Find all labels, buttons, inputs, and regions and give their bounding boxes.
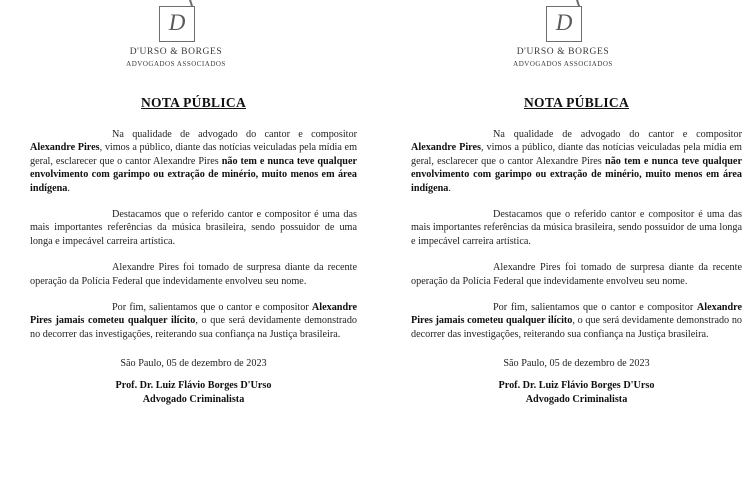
logo-letter: D — [555, 10, 573, 35]
firm-name: D'URSO & BORGES — [129, 47, 223, 57]
p4-text-c: , o que será devidamente demonstrado no decorrer das investigações, reiterando sua confiança na Justiça brasileira. — [411, 315, 743, 340]
p1-bold-name: Alexandre Pires — [30, 142, 100, 154]
p4-text-c: , o que será devidamente demonstrado no decorrer das investigações, reiterando sua confiança na Justiça brasileira. — [30, 315, 358, 340]
firm-subtitle: ADVOGADOS ASSOCIADOS — [513, 60, 613, 68]
paragraph-1 — [30, 128, 357, 195]
p4-bold-statement: Alexandre Pires jamais cometeu qualquer ilícito — [411, 302, 742, 327]
p1-text-c: , vimos a público, diante das notícias veiculadas pela mídia em geral, esclarecer que o cantor Alexandre Pires — [411, 142, 742, 167]
p1-bold-name: Alexandre Pires — [411, 142, 481, 154]
p1-bold-statement: não tem e nunca teve qualquer envolvimento com garimpo ou extração de minério, muito menos em área indígena — [411, 155, 742, 194]
p4-text-a: Por fim, salientamos que o cantor e compositor — [493, 302, 697, 314]
document-title: NOTA PÚBLICA — [524, 95, 629, 110]
p1-text-a: Na qualidade de advogado do cantor e compositor — [112, 129, 357, 140]
logo-monogram-icon — [546, 6, 582, 42]
document-title: NOTA PÚBLICA — [141, 95, 246, 110]
document-date: São Paulo, 05 de dezembro de 2023 — [120, 358, 267, 370]
signer-name: Prof. Dr. Luiz Flávio Borges D'Urso — [115, 380, 272, 392]
document-date: São Paulo, 05 de dezembro de 2023 — [503, 358, 650, 370]
firm-subtitle: ADVOGADOS ASSOCIADOS — [126, 60, 226, 68]
signer-role: Advogado Criminalista — [142, 394, 245, 406]
p1-text-e: . — [67, 182, 70, 194]
signer-role: Advogado Criminalista — [525, 394, 628, 406]
paragraph-2: Destacamos que o referido cantor e compositor é uma das mais importantes referências da música brasileira, sendo possuidor de uma longa e impecável carreira artística. — [30, 209, 357, 247]
document-page-right — [375, 0, 750, 500]
firm-logo — [30, 0, 357, 80]
paragraph-1 — [411, 128, 742, 195]
firm-logo — [411, 0, 742, 80]
signer-name: Prof. Dr. Luiz Flávio Borges D'Urso — [498, 380, 655, 392]
p1-text-a: Na qualidade de advogado do cantor e compositor — [493, 129, 742, 140]
logo-monogram-icon — [159, 6, 195, 42]
p1-text-c: , vimos a público, diante das notícias veiculadas pela mídia em geral, esclarecer que o cantor Alexandre Pires — [30, 142, 357, 167]
paragraph-3: Alexandre Pires foi tomado de surpresa diante da recente operação da Polícia Federal que indevidamente envolveu seu nome. — [30, 262, 357, 287]
paragraph-4 — [411, 301, 742, 341]
p4-text-a: Por fim, salientamos que o cantor e compositor — [112, 302, 312, 314]
paragraph-2: Destacamos que o referido cantor e compositor é uma das mais importantes referências da música brasileira, sendo possuidor de uma longa e impecável carreira artística. — [411, 209, 742, 247]
logo-letter: D — [168, 10, 186, 35]
firm-name: D'URSO & BORGES — [516, 47, 610, 57]
paragraph-3: Alexandre Pires foi tomado de surpresa diante da recente operação da Polícia Federal que indevidamente envolveu seu nome. — [411, 262, 742, 287]
p4-bold-statement: Alexandre Pires jamais cometeu qualquer ilícito — [30, 302, 357, 327]
p1-bold-statement: não tem e nunca teve qualquer envolvimento com garimpo ou extração de minério, muito menos em área indígena — [30, 155, 357, 194]
p1-text-e: . — [448, 182, 451, 194]
paragraph-4 — [30, 301, 357, 341]
